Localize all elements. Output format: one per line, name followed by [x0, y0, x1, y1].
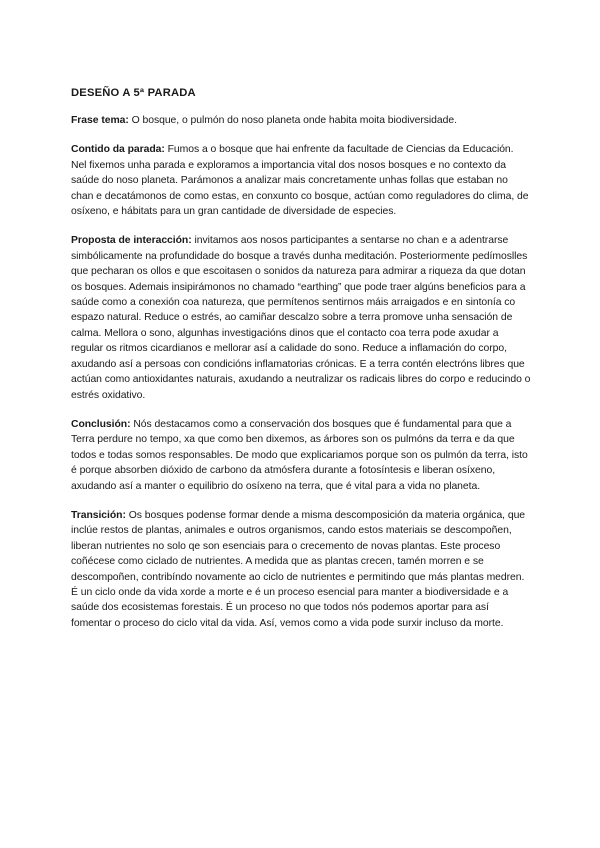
section-text: Fumos a o bosque que hai enfrente da facultade de Ciencias da Educación. Nel fixemos unha parada e exploramos a importancia vital dos nosos bosques e no contexto da saúde do noso planeta. Parámonos a analizar mais concretamente unhas follas que estaban no chan e decatámonos de como estas, en conxunto co bosque, actúan como reguladores do clima, de osíxeno, e hábitats para un gran cantidade de diversidade de especies. [71, 144, 529, 218]
section-label: Conclusión: [71, 418, 131, 430]
section-label: Frase tema: [71, 115, 129, 126]
section-contido-da-parada [71, 142, 531, 219]
section-label: Transición: [71, 509, 126, 521]
section-conclusion [71, 417, 531, 494]
section-text: Os bosques podense formar dende a misma descomposición da materia orgánica, que inclúe restos de plantas, animales e outros organismos, cando estos materiais se descompoñen, liberan nutrientes no solo qe son esenciais para o crecemento de novas plantas. Este proceso coñécese como ciclado de nutrientes. A medida que as plantas crecen, tamén morren e se descompoñen, contribíndo novamente ao ciclo de nutrientes e permitindo que más plantas medren. É un ciclo onde da vida xorde a morte e é un proceso esencial para manter a biodiversidade e a saúde dos ecosistemas forestais. É un proceso no que todos nós podemos aportar para así fomentar o proceso do ciclo vital da vida. Así, vemos como a vida pode surxir incluso da morte. [71, 509, 526, 629]
section-frase-tema [71, 113, 531, 128]
section-text: invitamos aos nosos participantes a sentarse no chan e a adentrarse simbólicamente na profundidade do bosque a través dunha meditación. Posteriormente pedímoslles que pecharan os ollos e que escoitasen o sonidos da natureza para admirar a riqueza da que dotan os bosques. Ademais insipirámonos no chamado “earthing” que pode traer algúns beneficios para a saúde como a conexión coa natureza, que permítenos sentirnos máis arraigados e en sintonía co espazo natural. Reduce o estrés, ao camiñar descalzo sobre a terra promove unha sensación de calma. Mellora o sono, algunhas investigacións dinos que el contacto coa terra pode axudar a regular os ritmos cicardianos e mellorar así a calidade do sono. Reduce a inflamación do corpo, axudando así a persoas con condicións inflamatorias crónicas. E a terra contén electróns libres que actúan como antioxidantes naturais, axudando a neutralizar os radicais libres do corpo e reducindo o estrés oxidativo. [71, 235, 531, 401]
section-label: Contido da parada: [71, 144, 165, 156]
document-page [71, 86, 531, 645]
section-text: Nós destacamos como a conservación dos bosques que é fundamental para que a Terra perdure no tempo, xa que como ben dixemos, as árbores son os pulmóns da terra e da que todos e todas somos responsables. De modo que explicariamos porque son os pulmón da terra, isto é porque absorben dióxido de carbono da atmósfera durante a fotosíntesis e liberan osíxeno, axudando así a manter o equilibrio do osíxeno na terra, que é vital para a vida no planeta. [71, 418, 528, 492]
section-label: Proposta de interacción: [71, 235, 192, 247]
section-proposta-de-interaccion [71, 233, 531, 402]
document-title: DESEÑO A 5ª PARADA [71, 87, 196, 99]
section-transicion [71, 508, 531, 631]
section-text: O bosque, o pulmón do noso planeta onde habita moita biodiversidade. [128, 115, 457, 126]
